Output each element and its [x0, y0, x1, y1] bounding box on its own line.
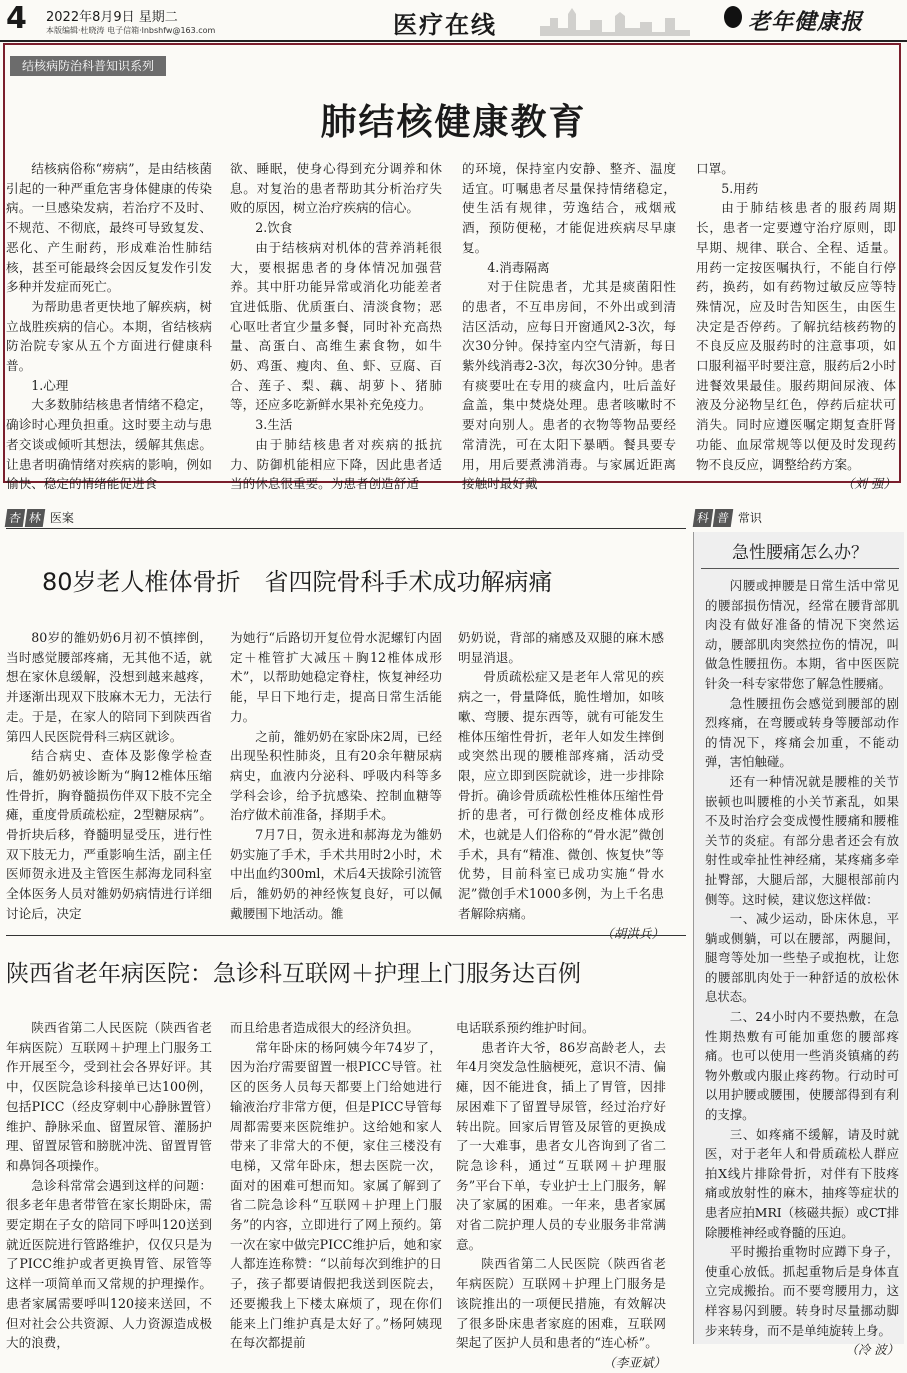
- paragraph: 7月7日，贺永进和郝海龙为雒奶奶实施了手术，手术共用时2小时，术中出血约300ml，术后4天拔除引流管后，雒奶奶的神经恢复良好，可以佩戴腰围下地活动。雒: [230, 827, 442, 921]
- paragraph: 为她行“后路切开复位骨水泥螺钉内固定＋椎管扩大减压＋胸12椎体成形术”，以帮助她稳定脊柱，恢复神经功能，早日下地行走，提高日常生活能力。: [230, 630, 442, 724]
- byline: （冷 波）: [845, 1342, 899, 1358]
- subheading: 1.心理: [31, 377, 69, 393]
- paragraph: 之前，雒奶奶在家卧床2周，已经出现坠积性肺炎，且有20余年糖尿病病史，血液内分泌科、呼吸内科等多学科会诊，给予抗感染、控制血糖等治疗做术前准备，择期手术。: [230, 728, 442, 823]
- editor-info: 本版编辑·杜晓涛 电子信箱·lnbshfw@163.com: [46, 26, 216, 35]
- feature-column-4: [696, 159, 896, 492]
- paragraph: 一、减少运动，卧床休息，平躺或侧躺，可以在腰部，两腿间，腿弯等处加一些垫子或抱枕，让您的腰部肌肉处于一种舒适的放松休息状态。: [705, 911, 899, 1005]
- tag-label: 医案: [49, 511, 74, 525]
- paragraph: 由于肺结核患者的服药周期长，患者一定要遵守治疗原则，即早期、规律、联合、全程、适量。用药一定按医嘱执行，不能自行停药，换药，如有药物过敏反应等特殊情况，应及时告知医生，由医生决定是否停药。了解抗结核药物的不良反应及服药时的注意事项，如口服利福平时要注意，服药后2小时进餐效果最佳。服药期间尿液、体液及分泌物呈红色，停药后症状可消失。同时应遵医嘱定期复查肝肾功能、血尿常规等以便及时发现药物不良反应，调整给药方案。: [696, 200, 896, 472]
- case-column-3: [458, 628, 664, 941]
- paragraph: 由于肺结核患者对疾病的抵抗力、防御机能相应下降，因此患者适当的休息很重要。为患者创造舒适: [230, 436, 442, 492]
- tag-char: 林: [25, 509, 46, 527]
- byline: （胡洪兵）: [601, 925, 664, 941]
- feature-column-3: [462, 159, 676, 492]
- paragraph: 欲、睡眠，使身心得到充分调养和休息。对复治的患者帮助其分析治疗失败的原因，树立治疗疾病的信心。: [230, 161, 442, 216]
- news-column-2: [230, 1018, 442, 1351]
- paragraph: 电话联系预约维护时间。: [456, 1020, 595, 1035]
- paragraph: 而且给患者造成很大的经济负担。: [230, 1020, 419, 1035]
- tag-char: 杏: [5, 509, 26, 527]
- paragraph: 陕西省第二人民医院（陕西省老年病医院）互联网＋护理上门服务工作开展至今，受到社会各界好评。其中，仅医院急诊科接单已达100例，包括PICC（经皮穿刺中心静脉置管）维护、静脉采血、留置尿管、灌肠护理、留置尿管和膀胱冲洗、留置胃管和鼻饲各项操作。: [6, 1020, 212, 1173]
- paragraph: 的环境，保持室内安静、整齐、温度适宜。叮嘱患者尽量保持情绪稳定，使生活有规律，劳逸结合，戒烟戒酒，预防便秘，才能促进疾病尽早康复。: [462, 161, 676, 255]
- paragraph: 二、24小时内不要热敷，在急性期热敷有可能加重您的腰部疼痛。也可以使用一些消炎镇痛的药物外敷或内服止疼药物。行动时可以用护腰或腰围，使腰部得到有利的支撑。: [705, 1009, 899, 1123]
- newspaper-logo: 老年健康报: [748, 9, 864, 35]
- byline: （刘 强）: [841, 476, 896, 492]
- section-tag-science: [694, 509, 762, 527]
- section-name: 医疗在线: [393, 11, 497, 39]
- paragraph: 闪腰或抻腰是日常生活中常见的腰部损伤情况，经常在腰背部肌肉没有做好准备的情况下突然运动，腰部肌肉突然拉伤的情况，叫做急性腰扭伤。本期，省中医医院针灸一科专家带您了解急性腰痛。: [705, 578, 899, 691]
- feature-column-1: [6, 159, 212, 492]
- feature-column-2: [230, 159, 442, 492]
- paragraph: 三、如疼痛不缓解，请及时就医，对于老年人和骨质疏松人群应拍X线片排除骨折，对伴有下肢疼痛或放射性的麻木，抽疼等症状的患者应拍MRI（核磁共振）或CT排除腰椎神经或脊髓的压迫。: [705, 1126, 899, 1240]
- series-label: 结核病防治科普知识系列: [10, 56, 166, 76]
- section-rule: [6, 935, 686, 936]
- paragraph: 常年卧床的杨阿姨今年74岁了，因为治疗需要留置一根PICC导管。社区的医务人员每天都要上门给她进行输液治疗非常方便，但是PICC导管每周都需要来医院维护。这给她和家人带来了非常大的不便，家住三楼没有电梯，又常年卧床，想去医院一次，面对的困难可想而知。家属了解到了省二院急诊科“互联网＋护理上门服务”的内容，立即进行了网上预约。第一次在家中做完PICC维护后，她和家人都连连称赞：“以前每次到维护的日子，孩子都要请假把我送到医院去，还要搬我上下楼太麻烦了，现在你们能来上门维护真是太好了。”杨阿姨现在每次都提前: [230, 1039, 442, 1351]
- paragraph: 口罩。: [696, 161, 734, 176]
- sidebar-column: [705, 576, 899, 1358]
- tag-char: 科: [693, 509, 714, 527]
- paragraph: 急诊科常常会遇到这样的问题：很多老年患者带管在家长期卧床，需要定期在子女的陪同下呼叫120送到就近医院进行管路维护，仅仅只是为了PICC维护或者更换胃管、尿管等这样一项简单而又常规的护理操作。患者家属需要呼叫120接来送回，不但对社会公共资源、人力资源造成极大的浪费，: [6, 1177, 212, 1351]
- subheading: 3.生活: [255, 417, 293, 433]
- tag-char: 普: [713, 509, 734, 527]
- case-column-1: [6, 628, 212, 928]
- news-headline: 陕西省老年病医院：急诊科互联网＋护理上门服务达百例: [6, 961, 581, 987]
- paragraph: 患者许大爷，86岁高龄老人，去年4月突发急性脑梗死，意识不清、偏瘫，因不能进食，插上了胃管，因排尿困难下了留置导尿管，经过治疗好转出院。回家后胃管及尿管的更换成了一大难事，患者女儿咨询到了省二院急诊科，通过“互联网＋护理服务”平台下单，专业护士上门服务，解决了家属的困难。一年来，患者家属对省二院护理人员的专业服务非常满意。: [456, 1039, 666, 1252]
- news-column-3: [456, 1018, 666, 1370]
- sidebar-title: 急性腰痛怎么办？: [701, 538, 899, 569]
- paragraph: 对于住院患者，尤其是痰菌阳性的患者，不互串房间，不外出或到清洁区活动，应每日开窗通风2-3次，每次30分钟。保持室内空气清新，每日紫外线消毒2-3次，每次30分钟。患者有痰要吐在专用的痰盒内，吐后盖好盒盖，集中焚烧处理。患者咳嗽时不要对向别人。患者的衣物等物品要经常清洗，可在太阳下暴晒。餐具要专用，用后要煮沸消毒。与家属近距离接触时最好戴: [462, 279, 676, 492]
- feature-title: 肺结核健康教育: [320, 102, 587, 143]
- subheading: 4.消毒隔离: [487, 259, 550, 275]
- masthead: [0, 0, 907, 42]
- paragraph: 骨质疏松症又是老年人常见的疾病之一，骨量降低，脆性增加，如咳嗽、弯腰、提东西等，就有可能发生椎体压缩性骨折，老年人如发生摔倒或突然出现的腰椎部疼痛，活动受限，应立即到医院就诊，进一步排除骨折。确诊骨质疏松性椎体压缩性骨折的患者，可行微创经皮椎体成形术，也就是人们俗称的“骨水泥”微创手术，具有“精准、微创、恢复快”等优势，目前科室已成功实施“骨水泥”微创手术1000多例，为上千名患者解除病痛。: [458, 669, 664, 921]
- news-column-1: [6, 1018, 212, 1351]
- paragraph: 平时搬抬重物时应蹲下身子，使重心放低。抓起重物后是身体直立完成搬抬。而不要弯腰用力，这样容易闪到腰。转身时尽量挪动脚步来转身，而不是单纯旋转上身。: [705, 1244, 899, 1338]
- newspaper-logo-mark-icon: [724, 6, 742, 28]
- issue-date: 2022年8月9日 星期二: [46, 10, 178, 25]
- paragraph: 大多数肺结核患者情绪不稳定，确诊时心理负担重。这时要主动与患者交谈或倾听其想法，缓解其焦虑。让患者明确情绪对疾病的影响，例如愉快、稳定的情绪能促进食: [6, 397, 212, 492]
- subheading: 2.饮食: [255, 220, 293, 236]
- paragraph: 还有一种情况就是腰椎的关节嵌顿也叫腰椎的小关节紊乱，如果不及时治疗会变成慢性腰痛和腰椎关节的炎症。有部分患者还会有放射性或牵扯性神经痛，某疼痛多牵扯臀部，大腿后部，大腿根部前内侧等。这时候，建议您这样做：: [705, 773, 899, 907]
- subheading: 5.用药: [721, 180, 759, 196]
- paragraph: 为帮助患者更快地了解疾病，树立战胜疾病的信心。本期，省结核病防治院专家从五个方面进行健康科普。: [6, 298, 212, 374]
- case-column-2: [230, 628, 442, 928]
- paragraph: 结合病史、查体及影像学检查后，雒奶奶被诊断为“胸12椎体压缩性骨折，胸脊髓损伤伴双下肢不完全瘫，重度骨质疏松症，2型糖尿病”。骨折块后移，脊髓明显受压，进行性双下肢无力，严重影响生活，副主任医师贺永进及主管医生郝海龙同科室全体医务人员对雒奶奶病情进行详细讨论后，决定: [6, 748, 212, 921]
- section-tag-case: [6, 509, 74, 527]
- case-headline: 80岁老人椎体骨折 省四院骨科手术成功解病痛: [42, 568, 553, 596]
- paragraph: 急性腰扭伤会感觉到腰部的剧烈疼痛，在弯腰或转身等腰部动作的情况下，疼痛会加重，不能动弹，害怕触碰。: [705, 695, 899, 770]
- page-number: 4: [6, 1, 27, 36]
- paragraph: 奶奶说，背部的痛感及双腿的麻木感明显消退。: [458, 630, 664, 665]
- paragraph: 陕西省第二人民医院（陕西省老年病医院）互联网＋护理上门服务是该院推出的一项便民措施，有效解决了很多卧床患者家庭的困难，互联网架起了医护人员和患者的“连心桥”。: [456, 1256, 666, 1351]
- tag-label: 常识: [737, 511, 762, 525]
- byline: （李亚斌）: [603, 1354, 666, 1370]
- section-rule: [6, 528, 686, 529]
- paragraph: 由于结核病对机体的营养消耗很大，要根据患者的身体情况加强营养。其中肝功能异常或消化功能差者宜进低脂、优质蛋白、清淡食物；恶心呕吐者宜少量多餐，同时补充高热量、高蛋白、高维生素食物，如牛奶、鸡蛋、瘦肉、鱼、虾、豆腐、百合、莲子、梨、藕、胡萝卜、猪肺等，还应多吃新鲜水果补充免疫力。: [230, 239, 442, 413]
- paragraph: 80岁的雒奶奶6月初不慎摔倒，当时感觉腰部疼痛，无其他不适，就想在家休息缓解，没想到越来越疼，并逐渐出现双下肢麻木无力，无法行走。于是，在家人的陪同下到陕西省第四人民医院骨科三病区就诊。: [6, 630, 212, 744]
- city-skyline-icon: [540, 6, 690, 36]
- paragraph: 结核病俗称“痨病”，是由结核菌引起的一种严重危害身体健康的传染病。一旦感染发病，若治疗不及时、不规范、不彻底，最终可导致复发、恶化、产生耐药，形成难治性肺结核，甚至可能最终会因反复发作引发多种并发症而死亡。: [6, 161, 212, 295]
